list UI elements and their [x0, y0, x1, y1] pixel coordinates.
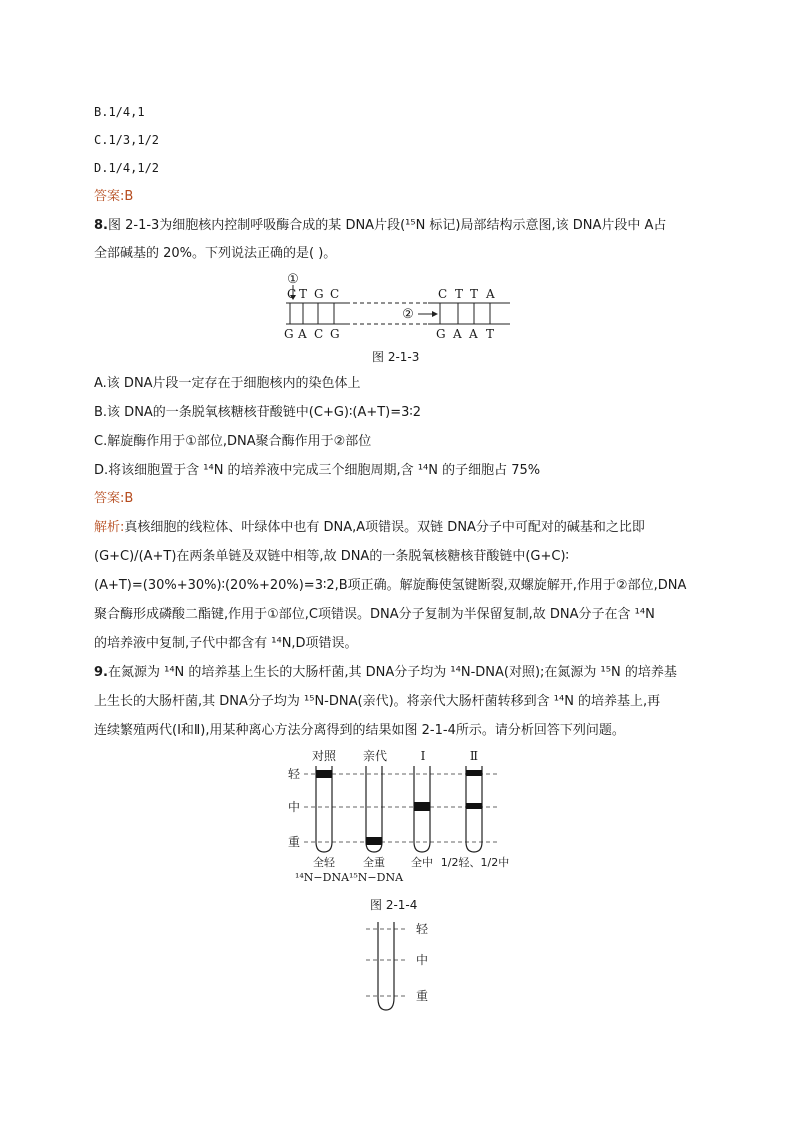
- q8-analysis-line3: (A+T)=(30%+30%)∶(20%+20%)=3∶2,B项正确。解旋酶使氢键断裂,双螺旋解开,作用于②部位,DNA: [94, 578, 687, 593]
- blank-answer-tube: [360, 918, 440, 1018]
- bottom-label-parent: 全重: [363, 856, 385, 869]
- sub-label-control: ¹⁴N−DNA: [294, 871, 350, 884]
- band-control-light: [316, 770, 332, 778]
- top-base-6: T: [455, 287, 464, 301]
- top-base-4: C: [330, 287, 340, 301]
- level-light: 轻: [287, 767, 301, 781]
- top-base-8: A: [486, 287, 495, 301]
- bottom-label-control: 全轻: [313, 856, 335, 869]
- header-gen2: Ⅱ: [469, 749, 479, 763]
- q8-answer: 答案:B: [94, 491, 134, 506]
- q8-stem-line1: [94, 218, 666, 234]
- option-c: C.1/3,1/2: [94, 133, 160, 147]
- q8-option-b: B.该 DNA的一条脱氧核糖核苷酸链中(C+G)∶(A+T)=3∶2: [94, 405, 422, 420]
- answer-prev: 答案:B: [94, 189, 134, 204]
- q9-stem-line1: [94, 665, 677, 681]
- q8-analysis-line1: [94, 520, 645, 536]
- q8-option-a: A.该 DNA片段一定存在于细胞核内的染色体上: [94, 376, 361, 391]
- analysis-text1: 真核细胞的线粒体、叶绿体中也有 DNA,A项错误。双链 DNA分子中可配对的碱基和之比即: [124, 520, 645, 535]
- centrifuge-tubes-figure: [282, 746, 522, 886]
- blank-level-middle: 中: [416, 953, 429, 967]
- band-gen1-middle: [414, 802, 430, 811]
- tube-control: [316, 766, 332, 852]
- q9-stem-line3: 连续繁殖两代(Ⅰ和Ⅱ),用某种离心方法分离得到的结果如图 2-1-4所示。请分析回答下列问题。: [94, 723, 625, 738]
- marker-2: ②: [402, 307, 414, 322]
- header-control: 对照: [311, 749, 337, 763]
- top-base-1: C: [287, 287, 297, 301]
- bottom-label-gen2: 1/2轻、1/2中: [440, 856, 510, 869]
- band-parent-heavy: [366, 837, 382, 845]
- marker-1: ①: [287, 272, 299, 287]
- option-b: B.1/4,1: [94, 105, 145, 119]
- blank-level-heavy: 重: [416, 989, 429, 1003]
- option-d: D.1/4,1/2: [94, 161, 160, 175]
- figure-caption-2-1-4: 图 2-1-4: [370, 898, 418, 912]
- q8-analysis-line4: 聚合酶形成磷酸二酯键,作用于①部位,C项错误。DNA分子复制为半保留复制,故 DNA分子在含 ¹⁴N: [94, 607, 655, 622]
- q8-option-d: D.将该细胞置于含 ¹⁴N 的培养液中完成三个细胞周期,含 ¹⁴N 的子细胞占 75%: [94, 463, 541, 478]
- blank-level-light: 轻: [416, 922, 429, 936]
- header-gen1: Ⅰ: [420, 749, 426, 763]
- top-base-2: T: [299, 287, 308, 301]
- bottom-base-6: A: [453, 327, 462, 341]
- q8-stem-text1: 图 2-1-3为细胞核内控制呼吸酶合成的某 DNA片段(¹⁵N 标记)局部结构示意图,该 DNA片段中 A占: [107, 218, 667, 233]
- top-base-7: T: [470, 287, 479, 301]
- q8-analysis-line2: (G+C)/(A+T)在两条单链及双链中相等,故 DNA的一条脱氧核糖核苷酸链中(G+C)∶: [94, 549, 569, 564]
- sub-label-parent: ¹⁵N−DNA: [348, 871, 404, 884]
- band-gen2-middle: [466, 803, 482, 809]
- q9-stem-text1: 在氮源为 ¹⁴N 的培养基上生长的大肠杆菌,其 DNA分子均为 ¹⁴N-DNA(对照);在氮源为 ¹⁵N 的培养基: [107, 665, 677, 680]
- level-middle: 中: [287, 800, 301, 814]
- bottom-base-2: A: [298, 327, 307, 341]
- bottom-base-4: G: [330, 327, 340, 341]
- blank-tube-outline: [378, 922, 394, 1010]
- bottom-base-3: C: [314, 327, 324, 341]
- top-base-5: C: [438, 287, 448, 301]
- dna-segment-figure: [278, 268, 518, 343]
- q8-stem-line2: 全部碱基的 20%。下列说法正确的是( )。: [94, 246, 337, 261]
- q8-option-c: C.解旋酶作用于①部位,DNA聚合酶作用于②部位: [94, 434, 372, 449]
- level-heavy: 重: [287, 835, 301, 849]
- figure-caption-2-1-3: 图 2-1-3: [372, 350, 420, 364]
- top-base-3: G: [314, 287, 324, 301]
- bottom-label-gen1: 全中: [411, 856, 433, 869]
- bottom-base-8: T: [486, 327, 495, 341]
- q8-analysis-line5: 的培养液中复制,子代中都含有 ¹⁴N,D项错误。: [94, 636, 358, 651]
- header-parent: 亲代: [362, 749, 388, 763]
- bottom-base-7: A: [469, 327, 478, 341]
- bottom-base-5: G: [436, 327, 446, 341]
- bottom-base-1: G: [284, 327, 294, 341]
- analysis-label: 解析:: [94, 520, 125, 535]
- q9-number: 9.: [94, 665, 108, 680]
- q8-number: 8.: [94, 218, 108, 233]
- q9-stem-line2: 上生长的大肠杆菌,其 DNA分子均为 ¹⁵N-DNA(亲代)。将亲代大肠杆菌转移到含 ¹⁴N 的培养基上,再: [94, 694, 661, 709]
- band-gen2-light: [466, 770, 482, 776]
